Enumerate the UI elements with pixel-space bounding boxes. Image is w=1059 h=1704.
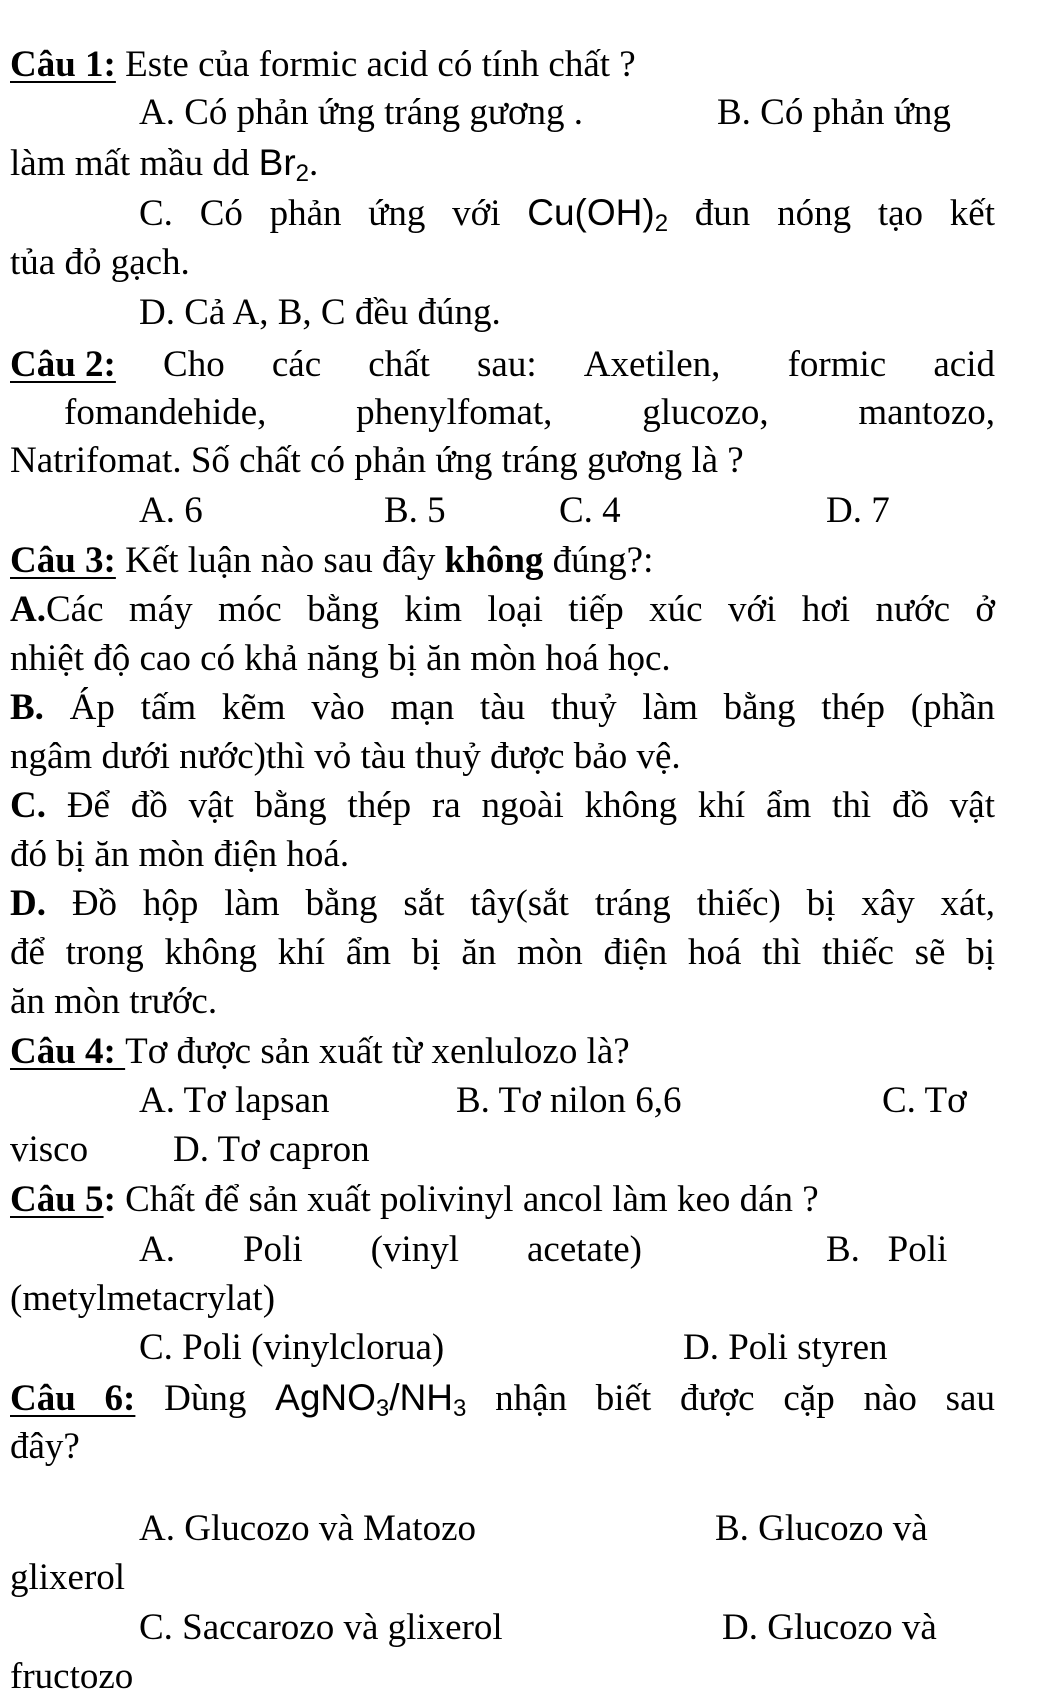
- q3-option-c-label: C.: [10, 785, 46, 826]
- q3-option-d: [10, 879, 995, 929]
- q6-formula-agno3-sub: 3: [375, 1395, 390, 1422]
- q3-option-d-label: D.: [10, 883, 46, 924]
- q1-option-b-formula: Br: [258, 142, 296, 183]
- q2-word: phenylfomat,: [356, 392, 553, 433]
- q3-option-b-label: B.: [10, 687, 44, 728]
- q4-option-c: C. Tơ: [882, 1080, 967, 1121]
- q5-option-d: D. Poli styren: [683, 1327, 888, 1368]
- q2-stem-line-1: [10, 340, 995, 390]
- q2-option-c: C. 4: [559, 490, 621, 531]
- q1-option-c-formula: Cu(OH): [527, 192, 655, 233]
- q6-formula-nh3-sub: 3: [453, 1395, 467, 1422]
- q1-text: Este của formic acid có tính chất ?: [115, 44, 636, 85]
- q4-text: Tơ được sản xuất từ xenlulozo là?: [125, 1031, 630, 1072]
- q1-option-b: B. Có phản ứng: [717, 92, 951, 133]
- q6-stem: [10, 1373, 995, 1424]
- q6-formula-agno3: AgNO: [275, 1377, 376, 1418]
- q3-option-b-text: Áp tấm kẽm vào mạn tàu thuỷ làm bằng thép (phần: [43, 687, 995, 728]
- q6-option-d: D. Glucozo và: [722, 1607, 937, 1648]
- q5-option-c: C. Poli (vinylclorua): [139, 1327, 445, 1368]
- q1-option-c-cont: tủa đỏ gạch.: [10, 242, 190, 283]
- q3-stem: [10, 536, 995, 586]
- q2-label: Câu 2:: [10, 344, 116, 385]
- q1-option-c-text-2: đun nóng tạo kết: [668, 193, 995, 234]
- q1-option-d: D. Cả A, B, C đều đúng.: [139, 292, 501, 333]
- q3-option-a-cont: nhiệt độ cao có khả năng bị ăn mòn hoá học.: [10, 638, 671, 679]
- q3-option-d-cont: để trong không khí ẩm bị ăn mòn điện hoá thì thiếc sẽ bị: [10, 932, 995, 973]
- q3-option-a: [10, 585, 995, 635]
- q3-label: Câu 3:: [10, 540, 116, 581]
- q2-word: chất: [368, 344, 430, 385]
- q2-word: sau:: [477, 344, 537, 385]
- q6-option-b-cont: glixerol: [10, 1557, 126, 1598]
- q2-word: các: [271, 344, 322, 385]
- q2-word: Axetilen,: [583, 344, 721, 385]
- q3-option-c-text: Để đồ vật bằng thép ra ngoài không khí ẩm thì đồ vật: [45, 785, 995, 826]
- q2-stem-line-3: Natrifomat. Số chất có phản ứng tráng gương là ?: [10, 440, 744, 481]
- q4-stem: [10, 1027, 995, 1077]
- q5-option-b: B. Poli: [826, 1229, 948, 1270]
- q2-word: Cho: [163, 344, 225, 385]
- q3-text: Kết luận nào sau đây: [115, 540, 445, 581]
- q3-option-a-text: Các máy móc bằng kim loại tiếp xúc với hơi nước ở: [45, 589, 995, 630]
- q5-option-a: [139, 1225, 642, 1275]
- q2-word: acid: [933, 344, 995, 385]
- q6-text: Dùng: [135, 1378, 276, 1419]
- q6-formula-nh3: /NH: [389, 1377, 453, 1418]
- q1-option-b-formula-sub: 2: [295, 160, 310, 187]
- q1-option-b-end: .: [309, 143, 319, 184]
- q5-option-a-word: Poli: [242, 1229, 303, 1270]
- q4-label: Câu 4:: [10, 1031, 126, 1072]
- q2-word: mantozo,: [858, 392, 995, 433]
- q1-label: Câu 1:: [10, 44, 116, 85]
- q4-option-d: D. Tơ capron: [173, 1129, 370, 1170]
- q2-stem-line-2: [64, 388, 995, 438]
- q5-text: Chất để sản xuất polivinyl ancol làm keo dán ?: [115, 1179, 819, 1220]
- q3-option-d-text: Đồ hộp làm bằng sắt tây(sắt tráng thiếc) bị xây xát,: [45, 883, 995, 924]
- q5-option-a-word: (vinyl: [370, 1229, 459, 1270]
- q3-option-a-label: A.: [10, 589, 46, 630]
- q5-label: Câu 5: [10, 1179, 104, 1220]
- q4-option-a: A. Tơ lapsan: [139, 1080, 330, 1121]
- q6-label: Câu 6:: [10, 1378, 136, 1419]
- q1-option-c-formula-sub: 2: [654, 210, 669, 237]
- q3-option-d-cont-2: ăn mòn trước.: [10, 981, 218, 1022]
- q4-option-c-cont: visco: [10, 1129, 89, 1170]
- q2-word: fomandehide,: [64, 392, 267, 433]
- q2-word: glucozo,: [642, 392, 769, 433]
- q6-option-a: A. Glucozo và Matozo: [139, 1508, 477, 1549]
- q1-option-b-cont: [10, 138, 995, 189]
- q6-option-d-cont: fructozo: [10, 1656, 134, 1697]
- q2-option-d: D. 7: [826, 490, 890, 531]
- q1-option-c: [139, 188, 995, 239]
- q3-option-c-cont: đó bị ăn mòn điện hoá.: [10, 834, 350, 875]
- q6-option-c: C. Saccarozo và glixerol: [139, 1607, 503, 1648]
- q2-word: formic: [787, 344, 887, 385]
- q6-stem-cont: đây?: [10, 1426, 80, 1467]
- q1-stem: [10, 40, 995, 90]
- q3-text-end: đúng?:: [543, 540, 654, 581]
- q6-text-2: nhận biết được cặp nào sau: [466, 1378, 995, 1419]
- q2-option-b: B. 5: [384, 490, 446, 531]
- q5-stem: [10, 1175, 995, 1225]
- q1-option-b-text: làm mất mầu dd: [10, 143, 259, 184]
- q3-option-b: [10, 683, 995, 733]
- q1-option-a: A. Có phản ứng tráng gương .: [139, 92, 584, 133]
- q2-option-a: A. 6: [139, 490, 203, 531]
- q5-option-a-word: A.: [139, 1229, 175, 1270]
- q3-option-c: [10, 781, 995, 831]
- q5-option-b-cont: (metylmetacrylat): [10, 1278, 276, 1319]
- q4-option-b: B. Tơ nilon 6,6: [456, 1080, 682, 1121]
- q3-text-emphasis: không: [444, 540, 544, 581]
- q3-option-b-cont: ngâm dưới nước)thì vỏ tàu thuỷ được bảo vệ.: [10, 736, 681, 777]
- q6-option-b: B. Glucozo và: [715, 1508, 928, 1549]
- q5-label-colon: :: [103, 1179, 116, 1220]
- q5-option-a-word: acetate): [526, 1229, 642, 1270]
- q1-option-c-text: C. Có phản ứng với: [139, 193, 528, 234]
